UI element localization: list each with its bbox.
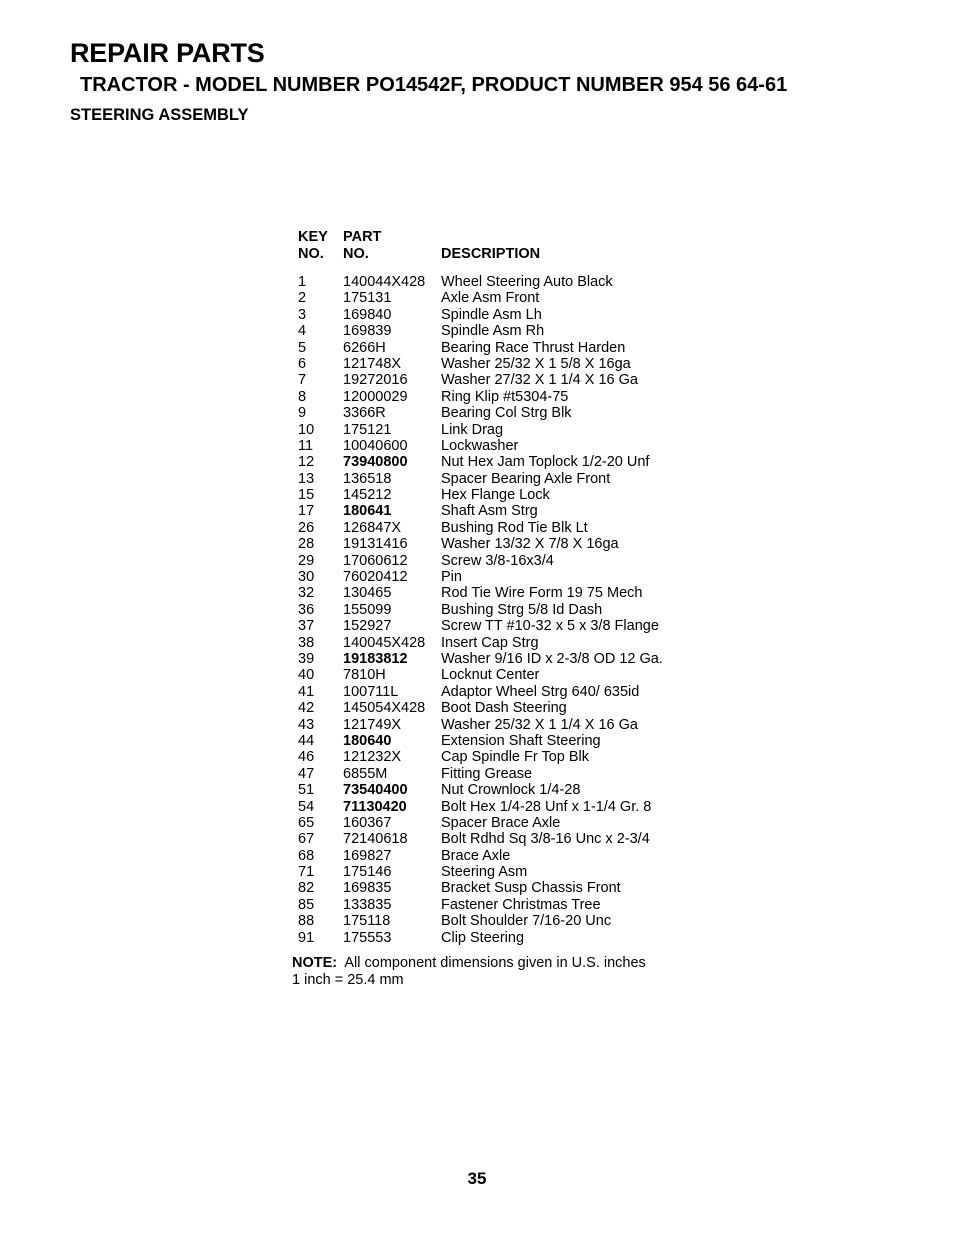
table-row bbox=[0, 422, 954, 438]
table-row bbox=[0, 717, 954, 733]
description: Rod Tie Wire Form 19 75 Mech bbox=[441, 585, 643, 602]
description: Boot Dash Steering bbox=[441, 700, 567, 717]
description: Screw TT #10-32 x 5 x 3/8 Flange bbox=[441, 618, 659, 635]
part-no: 160367 bbox=[343, 814, 392, 831]
table-row bbox=[0, 913, 954, 929]
table-row bbox=[0, 815, 954, 831]
description: Brace Axle bbox=[441, 847, 511, 864]
key-no: 8 bbox=[298, 388, 307, 405]
page-title: REPAIR PARTS bbox=[70, 38, 265, 68]
table-row bbox=[0, 651, 954, 667]
table-row bbox=[0, 782, 954, 798]
part-no: 6855M bbox=[343, 765, 388, 782]
part-no: 180641 bbox=[343, 503, 392, 520]
description: Cap Spindle Fr Top Blk bbox=[441, 749, 590, 766]
table-row bbox=[0, 438, 954, 454]
table-row bbox=[0, 274, 954, 290]
description: Hex Flange Lock bbox=[441, 487, 550, 504]
description: Axle Asm Front bbox=[441, 290, 540, 307]
part-no: 7810H bbox=[343, 667, 386, 684]
part-no: 130465 bbox=[343, 585, 392, 602]
key-no: 32 bbox=[298, 585, 315, 602]
key-no: 44 bbox=[298, 732, 315, 749]
key-no: 13 bbox=[298, 470, 315, 487]
description: Bearing Col Strg Blk bbox=[441, 405, 572, 422]
table-row bbox=[0, 700, 954, 716]
part-no: 175118 bbox=[343, 913, 391, 930]
table-row bbox=[0, 749, 954, 765]
description: Shaft Asm Strg bbox=[441, 503, 538, 520]
section-heading: STEERING ASSEMBLY bbox=[70, 106, 249, 124]
table-row bbox=[0, 471, 954, 487]
description: Locknut Center bbox=[441, 667, 540, 684]
key-no: 3 bbox=[298, 306, 307, 323]
part-no: 12000029 bbox=[343, 388, 408, 405]
key-no: 40 bbox=[298, 667, 315, 684]
description: Lockwasher bbox=[441, 437, 519, 454]
part-no: 169835 bbox=[343, 880, 392, 897]
part-no: 140045X428 bbox=[343, 634, 426, 651]
part-no: 169827 bbox=[343, 847, 392, 864]
description: Spacer Brace Axle bbox=[441, 814, 561, 831]
table-row bbox=[0, 454, 954, 470]
description: Clip Steering bbox=[441, 929, 525, 946]
key-no: 10 bbox=[298, 421, 315, 438]
key-no: 9 bbox=[298, 405, 307, 422]
part-no: 10040600 bbox=[343, 437, 408, 454]
part-no: 121749X bbox=[343, 716, 402, 733]
column-header-part-no bbox=[343, 229, 381, 262]
table-row bbox=[0, 585, 954, 601]
key-no: 5 bbox=[298, 339, 307, 356]
parts-list bbox=[0, 274, 954, 946]
description: Adaptor Wheel Strg 640/ 635id bbox=[441, 683, 640, 700]
table-row bbox=[0, 356, 954, 372]
key-no: 28 bbox=[298, 536, 315, 553]
page-number: 35 bbox=[467, 1169, 487, 1188]
description: Steering Asm bbox=[441, 864, 528, 881]
table-row bbox=[0, 602, 954, 618]
column-header-part-line1: PART bbox=[343, 229, 382, 245]
key-no: 51 bbox=[298, 782, 315, 799]
description: Washer 9/16 ID x 2-3/8 OD 12 Ga. bbox=[441, 650, 663, 667]
key-no: 67 bbox=[298, 831, 315, 848]
table-row bbox=[0, 290, 954, 306]
key-no: 29 bbox=[298, 552, 315, 569]
table-row bbox=[0, 799, 954, 815]
table-row bbox=[0, 503, 954, 519]
description: Bracket Susp Chassis Front bbox=[441, 880, 621, 897]
part-no: 100711L bbox=[343, 683, 399, 700]
key-no: 1 bbox=[298, 274, 307, 290]
note bbox=[292, 955, 646, 988]
note-text: All component dimensions given in U.S. inches bbox=[344, 955, 646, 971]
table-row bbox=[0, 553, 954, 569]
key-no: 7 bbox=[298, 372, 307, 389]
description: Washer 25/32 X 1 5/8 X 16ga bbox=[441, 355, 631, 372]
description: Link Drag bbox=[441, 421, 504, 438]
part-no: 121748X bbox=[343, 355, 402, 372]
part-no: 169839 bbox=[343, 323, 392, 340]
column-header-key-line1: KEY bbox=[298, 229, 328, 245]
description: Extension Shaft Steering bbox=[441, 732, 601, 749]
part-no: 133835 bbox=[343, 896, 392, 913]
part-no: 17060612 bbox=[343, 552, 408, 569]
table-row bbox=[0, 848, 954, 864]
part-no: 73540400 bbox=[343, 782, 408, 799]
key-no: 11 bbox=[298, 437, 314, 454]
description: Ring Klip #t5304-75 bbox=[441, 388, 569, 405]
part-no: 126847X bbox=[343, 519, 402, 536]
key-no: 30 bbox=[298, 569, 315, 586]
part-no: 71130420 bbox=[343, 798, 407, 815]
description: Spindle Asm Rh bbox=[441, 323, 545, 340]
description: Washer 25/32 X 1 1/4 X 16 Ga bbox=[441, 716, 638, 733]
part-no: 19272016 bbox=[343, 372, 408, 389]
note-conversion: 1 inch = 25.4 mm bbox=[292, 971, 404, 988]
description: Bolt Rdhd Sq 3/8-16 Unc x 2-3/4 bbox=[441, 831, 650, 848]
part-no: 155099 bbox=[343, 601, 392, 618]
column-header-key-line2: NO. bbox=[298, 245, 324, 262]
key-no: 6 bbox=[298, 355, 307, 372]
table-row bbox=[0, 733, 954, 749]
key-no: 41 bbox=[298, 683, 315, 700]
part-no: 169840 bbox=[343, 306, 392, 323]
part-no: 19131416 bbox=[343, 536, 408, 553]
description: Washer 13/32 X 7/8 X 16ga bbox=[441, 536, 619, 553]
key-no: 65 bbox=[298, 814, 315, 831]
description: Bearing Race Thrust Harden bbox=[441, 339, 626, 356]
description: Bushing Rod Tie Blk Lt bbox=[441, 519, 588, 536]
key-no: 46 bbox=[298, 749, 315, 766]
key-no: 12 bbox=[298, 454, 315, 471]
key-no: 38 bbox=[298, 634, 315, 651]
key-no: 42 bbox=[298, 700, 315, 717]
part-no: 175146 bbox=[343, 864, 392, 881]
table-row bbox=[0, 307, 954, 323]
table-row bbox=[0, 880, 954, 896]
column-header-part-line2: NO. bbox=[343, 245, 369, 262]
description: Screw 3/8-16x3/4 bbox=[441, 552, 554, 569]
key-no: 39 bbox=[298, 650, 315, 667]
table-row bbox=[0, 667, 954, 683]
description: Fastener Christmas Tree bbox=[441, 896, 601, 913]
table-row bbox=[0, 487, 954, 503]
part-no: 145054X428 bbox=[343, 700, 426, 717]
table-row bbox=[0, 536, 954, 552]
key-no: 88 bbox=[298, 913, 315, 930]
part-no: 73940800 bbox=[343, 454, 408, 471]
column-header-description: DESCRIPTION bbox=[441, 246, 541, 262]
description: Nut Hex Jam Toplock 1/2-20 Unf bbox=[441, 454, 650, 471]
table-row bbox=[0, 520, 954, 536]
key-no: 71 bbox=[298, 864, 315, 881]
description: Fitting Grease bbox=[441, 765, 533, 782]
table-row bbox=[0, 405, 954, 421]
part-no: 3366R bbox=[343, 405, 386, 422]
table-row bbox=[0, 864, 954, 880]
description: Insert Cap Strg bbox=[441, 634, 539, 651]
key-no: 91 bbox=[298, 929, 315, 946]
key-no: 26 bbox=[298, 519, 315, 536]
table-row bbox=[0, 684, 954, 700]
key-no: 68 bbox=[298, 847, 315, 864]
description: Pin bbox=[441, 569, 462, 586]
key-no: 37 bbox=[298, 618, 315, 635]
description: Bolt Hex 1/4-28 Unf x 1-1/4 Gr. 8 bbox=[441, 798, 652, 815]
part-no: 175121 bbox=[343, 421, 392, 438]
key-no: 54 bbox=[298, 798, 315, 815]
part-no: 72140618 bbox=[343, 831, 408, 848]
part-no: 136518 bbox=[343, 470, 392, 487]
table-row bbox=[0, 930, 954, 946]
key-no: 36 bbox=[298, 601, 315, 618]
table-row bbox=[0, 372, 954, 388]
table-row bbox=[0, 766, 954, 782]
key-no: 2 bbox=[298, 290, 307, 307]
part-no: 175553 bbox=[343, 929, 392, 946]
key-no: 17 bbox=[298, 503, 315, 520]
table-row bbox=[0, 569, 954, 585]
part-no: 140044X428 bbox=[343, 274, 426, 290]
key-no: 85 bbox=[298, 896, 315, 913]
key-no: 4 bbox=[298, 323, 307, 340]
description: Nut Crownlock 1/4-28 bbox=[441, 782, 581, 799]
part-no: 180640 bbox=[343, 732, 392, 749]
table-row bbox=[0, 897, 954, 913]
table-row bbox=[0, 831, 954, 847]
part-no: 6266H bbox=[343, 339, 386, 356]
table-row bbox=[0, 635, 954, 651]
part-no: 76020412 bbox=[343, 569, 408, 586]
key-no: 15 bbox=[298, 487, 315, 504]
part-no: 175131 bbox=[343, 290, 392, 307]
table-row bbox=[0, 389, 954, 405]
key-no: 47 bbox=[298, 765, 315, 782]
part-no: 121232X bbox=[343, 749, 402, 766]
description: Spacer Bearing Axle Front bbox=[441, 470, 611, 487]
description: Spindle Asm Lh bbox=[441, 306, 542, 323]
page-subtitle: TRACTOR - MODEL NUMBER PO14542F, PRODUCT NUMBER 954 56 64-61 bbox=[80, 74, 788, 96]
table-row bbox=[0, 323, 954, 339]
part-no: 152927 bbox=[343, 618, 392, 635]
table-row bbox=[0, 618, 954, 634]
description: Bolt Shoulder 7/16-20 Unc bbox=[441, 913, 612, 930]
note-label: NOTE: bbox=[292, 955, 338, 971]
key-no: 82 bbox=[298, 880, 315, 897]
column-header-key-no bbox=[298, 229, 328, 262]
part-no: 145212 bbox=[343, 487, 392, 504]
table-row bbox=[0, 340, 954, 356]
description: Washer 27/32 X 1 1/4 X 16 Ga bbox=[441, 372, 638, 389]
part-no: 19183812 bbox=[343, 650, 408, 667]
key-no: 43 bbox=[298, 716, 315, 733]
description: Wheel Steering Auto Black bbox=[441, 274, 613, 290]
description: Bushing Strg 5/8 Id Dash bbox=[441, 601, 603, 618]
